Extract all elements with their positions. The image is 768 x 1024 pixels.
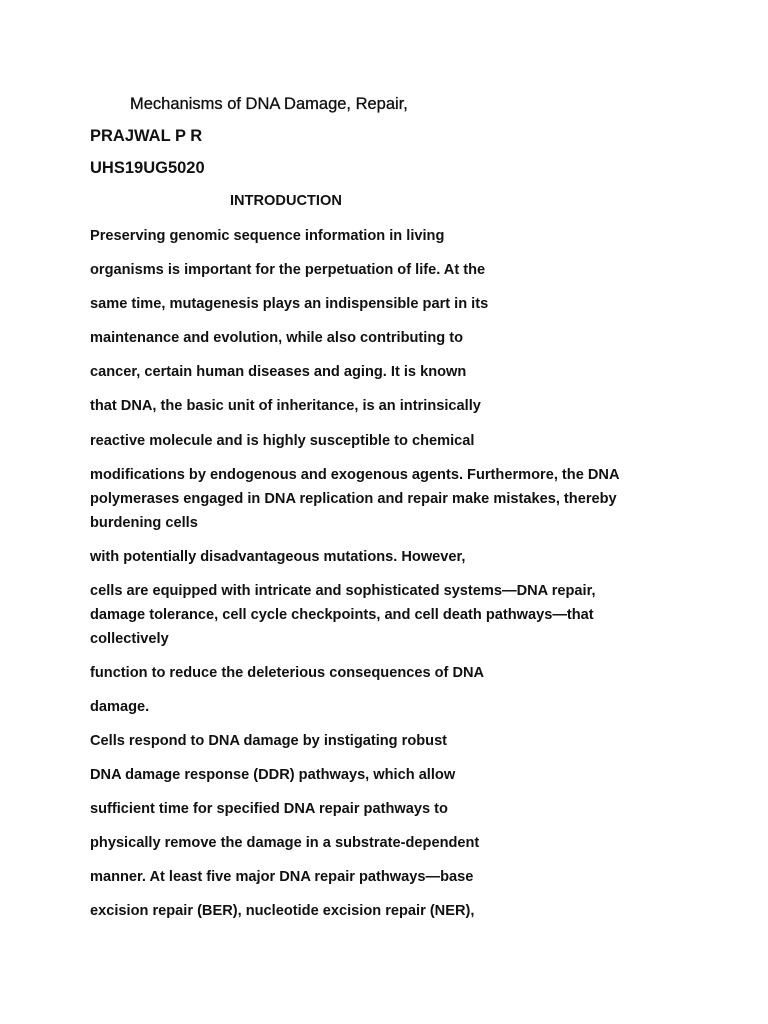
paragraph-line: excision repair (BER), nucleotide excision repair (NER), xyxy=(90,903,475,919)
paragraph-line: damage. xyxy=(90,699,150,715)
paragraph-line: with potentially disadvantageous mutations. However, xyxy=(90,549,466,565)
paragraph-line: Cells respond to DNA damage by instigating robust xyxy=(90,733,448,749)
student-id: UHS19UG5020 xyxy=(90,159,205,177)
paragraph-line: maintenance and evolution, while also contributing to xyxy=(90,330,463,346)
paragraph-line: reactive molecule and is highly susceptible to chemical xyxy=(90,433,475,449)
paragraph-line: that DNA, the basic unit of inheritance, is an intrinsically xyxy=(90,398,481,414)
paragraph-block: cells are equipped with intricate and sophisticated systems—DNA repair, damage tolerance, cell cycle checkpoints, and cell death pathways—that collectively xyxy=(90,583,596,647)
paragraph-line: cancer, certain human diseases and aging. It is known xyxy=(90,364,467,380)
paragraph-line: physically remove the damage in a substrate-dependent xyxy=(90,835,480,851)
paragraph-line: function to reduce the deleterious consequences of DNA xyxy=(90,665,485,681)
paragraph-line: manner. At least five major DNA repair pathways—base xyxy=(90,869,474,885)
paragraph-line: organisms is important for the perpetuation of life. At the xyxy=(90,262,486,278)
paragraph-block: modifications by endogenous and exogenous agents. Furthermore, the DNA polymerases engaged in DNA replication and repair make mistakes, thereby burdening cells xyxy=(90,467,619,531)
section-heading: INTRODUCTION xyxy=(230,193,342,209)
paragraph-line: Preserving genomic sequence information in living xyxy=(90,228,445,244)
paragraph-line: DNA damage response (DDR) pathways, which allow xyxy=(90,767,456,783)
author-name: PRAJWAL P R xyxy=(90,127,203,145)
paragraph-line: same time, mutagenesis plays an indispensible part in its xyxy=(90,296,489,312)
paragraph-line: sufficient time for specified DNA repair pathways to xyxy=(90,801,448,817)
document-title: Mechanisms of DNA Damage, Repair, xyxy=(130,95,408,113)
